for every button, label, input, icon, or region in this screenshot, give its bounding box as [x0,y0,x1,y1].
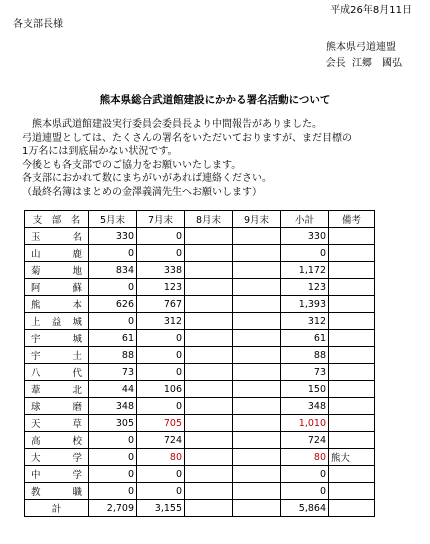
branch-name [25,432,89,449]
cell-note [329,432,375,449]
branch-name-char: 菊 [31,266,41,277]
cell-note [329,466,375,483]
branch-name-char: 校 [72,436,82,447]
table-row [25,364,375,381]
branch-name-char: 山 [31,249,41,260]
cell-note [329,415,375,432]
branch-name-chars [27,263,86,277]
cell-may: 834 [89,262,137,279]
branch-name-char: 地 [72,266,82,277]
header-subtotal: 小計 [281,211,329,228]
cell-subtotal: 330 [281,228,329,245]
cell-subtotal: 80 [281,449,329,466]
cell-may: 0 [89,432,137,449]
branch-name-chars [27,331,86,345]
table-row [25,398,375,415]
body-line: （最終名簿はまとめの金澤義満先生へお願いします） [22,186,262,198]
branch-name-char: 熊 [31,300,41,311]
body-line: 弓道連盟としては、たくさんの署名をいただいておりますが、まだ目標の [22,132,352,144]
cell-aug [185,228,233,245]
cell-jul: 767 [137,296,185,313]
cell-may: 73 [89,364,137,381]
cell-may: 44 [89,381,137,398]
cell-note [329,398,375,415]
cell-jul: 724 [137,432,185,449]
table-row [25,313,375,330]
cell-note [329,296,375,313]
branch-name-chars [27,280,86,294]
cell-may: 348 [89,398,137,415]
branch-name [25,347,89,364]
branch-name-char: 球 [31,402,41,413]
cell-note [329,245,375,262]
branch-name-chars [27,416,86,430]
cell-aug [185,432,233,449]
cell-may: 0 [89,279,137,296]
branch-name-char: 鹿 [72,249,82,260]
cell-subtotal: 150 [281,381,329,398]
branch-name [25,228,89,245]
cell-jul: 705 [137,415,185,432]
cell-subtotal: 724 [281,432,329,449]
cell-subtotal: 73 [281,364,329,381]
cell-aug [185,330,233,347]
cell-jul: 0 [137,364,185,381]
table-row [25,262,375,279]
branch-name-chars [27,467,86,481]
cell-subtotal: 0 [281,483,329,500]
cell-may: 0 [89,449,137,466]
branch-name-char: 大 [31,453,41,464]
branch-name-char: 宇 [31,351,41,362]
branch-name-char: 草 [72,419,82,430]
cell-sep [233,279,281,296]
cell-sep [233,296,281,313]
branch-name [25,449,89,466]
branch-name-chars [27,484,86,498]
table-header-row [25,211,375,228]
branch-name-char: 学 [72,453,82,464]
cell-may: 0 [89,483,137,500]
document-body [22,118,352,199]
branch-name [25,364,89,381]
cell-jul: 106 [137,381,185,398]
branch-name [25,398,89,415]
branch-name [25,245,89,262]
cell-sep [233,347,281,364]
cell-subtotal: 88 [281,347,329,364]
cell-sep [233,262,281,279]
cell-sep [233,228,281,245]
branch-name [25,483,89,500]
branch-name-char: 高 [31,436,41,447]
table-row [25,483,375,500]
branch-name-char: 城 [72,334,82,345]
cell-sep [233,364,281,381]
table-row [25,466,375,483]
cell-jul: 0 [137,330,185,347]
cell-may: 61 [89,330,137,347]
cell-sep [233,483,281,500]
table-row [25,449,375,466]
branch-name [25,330,89,347]
branch-name [25,279,89,296]
branch-name-char: 中 [31,470,41,481]
branch-name [25,466,89,483]
cell-note [329,228,375,245]
branch-name-char: 葦 [31,385,41,396]
cell-subtotal: 123 [281,279,329,296]
cell-aug [185,415,233,432]
cell-subtotal: 1,172 [281,262,329,279]
branch-name-chars [27,246,86,260]
header-branch: 支 部 名 [25,211,89,228]
cell-jul: 0 [137,245,185,262]
cell-subtotal: 0 [281,466,329,483]
branch-name [25,296,89,313]
body-line: 今後とも各支部でのご協力をお願いいたします。 [22,159,242,171]
cell-sep [233,381,281,398]
cell-aug [185,364,233,381]
cell-may: 88 [89,347,137,364]
branch-name-chars [27,297,86,311]
branch-name-chars [27,229,86,243]
branch-name-chars [27,314,86,328]
cell-sep [233,415,281,432]
branch-name-char: 玉 [31,232,41,243]
cell-jul: 338 [137,262,185,279]
table-row [25,330,375,347]
header-aug: 8月末 [185,211,233,228]
total-sep [233,500,281,517]
addressee: 各支部長様 [13,19,63,30]
cell-jul: 312 [137,313,185,330]
cell-jul: 0 [137,347,185,364]
header-jul: 7月末 [137,211,185,228]
cell-note: 熊大 [329,449,375,466]
total-note [329,500,375,517]
cell-jul: 0 [137,466,185,483]
branch-name-char: 代 [72,368,82,379]
body-line: 各支部におかれて数にまちがいがあれば連絡ください。 [22,173,272,184]
cell-jul: 123 [137,279,185,296]
cell-subtotal: 348 [281,398,329,415]
total-row [25,500,375,517]
cell-note [329,279,375,296]
total-subtotal: 5,864 [281,500,329,517]
table-row [25,228,375,245]
branch-name-char: 天 [31,419,41,430]
branch-name-chars [27,399,86,413]
branch-name [25,381,89,398]
branch-name-char: 益 [51,317,62,328]
cell-subtotal: 61 [281,330,329,347]
cell-note [329,347,375,364]
branch-name [25,313,89,330]
cell-may: 305 [89,415,137,432]
cell-jul: 0 [137,398,185,415]
branch-name-char: 阿 [31,283,41,294]
cell-subtotal: 1,010 [281,415,329,432]
cell-note [329,262,375,279]
cell-aug [185,245,233,262]
table-row [25,381,375,398]
branch-name [25,415,89,432]
body-line: 1万名には到底届かない状況です。 [22,146,178,157]
table-row [25,415,375,432]
sender-organization: 熊本県弓道連盟 [326,42,396,53]
branch-name-chars [27,433,86,447]
cell-may: 0 [89,313,137,330]
cell-sep [233,398,281,415]
cell-sep [233,245,281,262]
cell-sep [233,449,281,466]
total-may: 2,709 [89,500,137,517]
table-row [25,279,375,296]
cell-aug [185,279,233,296]
table-row [25,432,375,449]
cell-note [329,313,375,330]
branch-name-char: 蘇 [72,283,82,294]
cell-may: 330 [89,228,137,245]
branch-name-char: 学 [72,470,82,481]
branch-name-char: 職 [72,487,82,498]
cell-jul: 0 [137,228,185,245]
total-jul: 3,155 [137,500,185,517]
branch-name-chars [27,382,86,396]
branch-name-char: 上 [31,317,41,328]
total-aug [185,500,233,517]
signature-count-table [24,210,375,517]
branch-name-char: 宇 [31,334,41,345]
branch-name-chars [27,365,86,379]
cell-subtotal: 312 [281,313,329,330]
sender-name: 江郷 國弘 [352,58,402,69]
branch-name-char: 磨 [72,402,82,413]
cell-note [329,381,375,398]
cell-may: 626 [89,296,137,313]
cell-aug [185,347,233,364]
table-row [25,245,375,262]
cell-sep [233,432,281,449]
cell-sep [233,313,281,330]
cell-note [329,330,375,347]
cell-jul: 80 [137,449,185,466]
sender-signature [326,54,402,69]
document-title: 熊本県総合武道館建設にかかる署名活動について [99,94,331,106]
cell-aug [185,262,233,279]
cell-aug [185,483,233,500]
header-may: 5月末 [89,211,137,228]
table-row [25,296,375,313]
cell-aug [185,313,233,330]
cell-may: 0 [89,245,137,262]
document-date: 平成26年8月11日 [330,5,412,16]
table-row [25,347,375,364]
branch-name-char: 八 [31,368,41,379]
body-line: 熊本県武道館建設実行委員会委員長より中間報告がありました。 [32,119,322,130]
cell-note [329,483,375,500]
cell-may: 0 [89,466,137,483]
branch-name-chars [27,348,86,362]
branch-name-char: 本 [72,300,82,311]
sender-role: 会長 [325,58,346,69]
cell-aug [185,466,233,483]
branch-name-chars [27,450,86,464]
branch-name-char: 城 [72,317,82,328]
total-label: 計 [25,500,89,517]
cell-subtotal: 1,393 [281,296,329,313]
cell-sep [233,466,281,483]
branch-name-char: 名 [72,232,82,243]
branch-name-char: 土 [72,351,82,362]
branch-name-char: 北 [72,385,82,396]
branch-name-char: 教 [31,487,41,498]
cell-aug [185,381,233,398]
cell-aug [185,296,233,313]
cell-sep [233,330,281,347]
cell-aug [185,449,233,466]
header-note: 備考 [329,211,375,228]
branch-name [25,262,89,279]
cell-subtotal: 0 [281,245,329,262]
cell-jul: 0 [137,483,185,500]
cell-aug [185,398,233,415]
header-sep: 9月末 [233,211,281,228]
cell-note [329,364,375,381]
